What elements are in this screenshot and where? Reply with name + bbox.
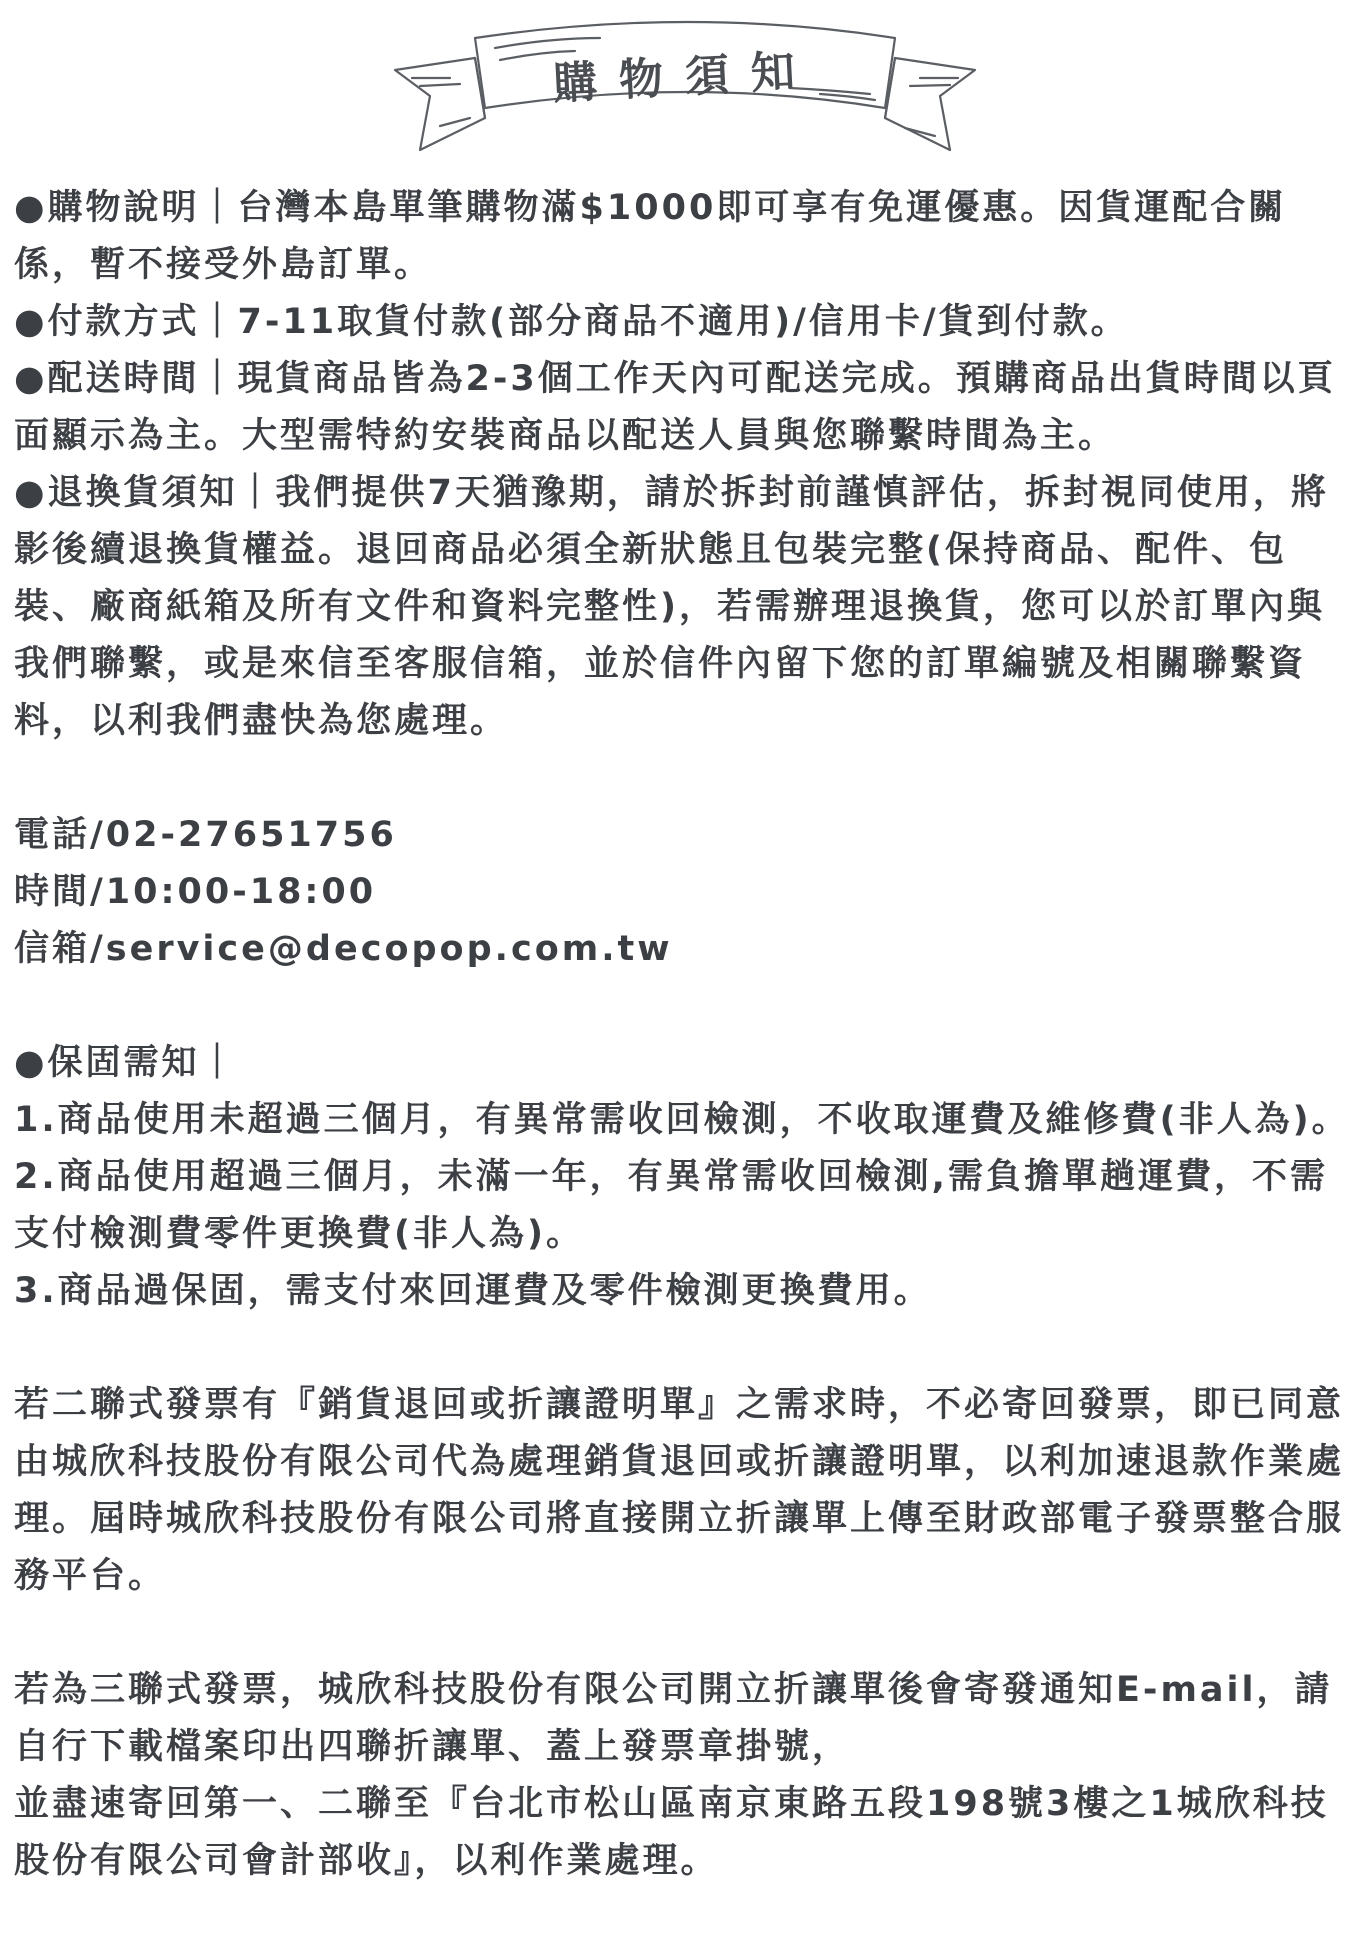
page-title: 購物須知 (551, 45, 819, 110)
title-banner (390, 8, 980, 158)
returns-info: ●退換貨須知｜我們提供7天猶豫期，請於拆封前謹慎評估，拆封視同使用，將影後續退換貨權益。退回商品必須全新狀態且包裝完整(保持商品、配件、包裝、廠商紙箱及所有文件和資料完整性)，若需辦理退換貨，您可以於訂單內與我們聯繫，或是來信至客服信箱，並於信件內留下您的訂單編號及相關聯繫資料，以利我們盡快為您處理。 (14, 473, 1329, 741)
contact-email: 信箱/service@decopop.com.tw (14, 929, 673, 969)
payment-info: ●付款方式｜7-11取貨付款(部分商品不適用)/信用卡/貨到付款。 (14, 302, 1129, 342)
delivery-info: ●配送時間｜現貨商品皆為2-3個工作天內可配送完成。預購商品出貨時間以頁面顯示為主。大型需特約安裝商品以配送人員與您聯繫時間為主。 (14, 359, 1336, 456)
contact-hours: 時間/10:00-18:00 (14, 872, 377, 912)
spacer (14, 1605, 1359, 1662)
warranty-heading: ●保固需知｜ (14, 1043, 238, 1083)
invoice-two-part: 若二聯式發票有『銷貨退回或折讓證明單』之需求時，不必寄回發票，即已同意由城欣科技股份有限公司代為處理銷貨退回或折讓證明單，以利加速退款作業處理。屆時城欣科技股份有限公司將直接開立折讓單上傳至財政部電子發票整合服務平台。 (14, 1385, 1345, 1596)
warranty-item-2: 2.商品使用超過三個月，未滿一年，有異常需收回檢測,需負擔單趟運費，不需支付檢測費零件更換費(非人為)。 (14, 1157, 1328, 1254)
spacer (14, 978, 1359, 1035)
contact-phone: 電話/02-27651756 (14, 815, 397, 855)
spacer (14, 750, 1359, 807)
invoice-three-part: 若為三聯式發票，城欣科技股份有限公司開立折讓單後會寄發通知E-mail，請自行下載檔案印出四聯折讓單、蓋上發票章掛號， (14, 1670, 1333, 1767)
shopping-info: ●購物說明｜台灣本島單筆購物滿$1000即可享有免運優惠。因貨運配合關係，暫不接受外島訂單。 (14, 188, 1287, 285)
spacer (14, 1320, 1359, 1377)
purchase-notes (14, 180, 1359, 1890)
warranty-item-3: 3.商品過保固，需支付來回運費及零件檢測更換費用。 (14, 1271, 932, 1311)
invoice-three-part-return: 並盡速寄回第一、二聯至『台北市松山區南京東路五段198號3樓之1城欣科技股份有限公司會計部收』，以利作業處理。 (14, 1784, 1329, 1881)
warranty-item-1: 1.商品使用未超過三個月，有異常需收回檢測，不收取運費及維修費(非人為)。 (14, 1100, 1350, 1140)
